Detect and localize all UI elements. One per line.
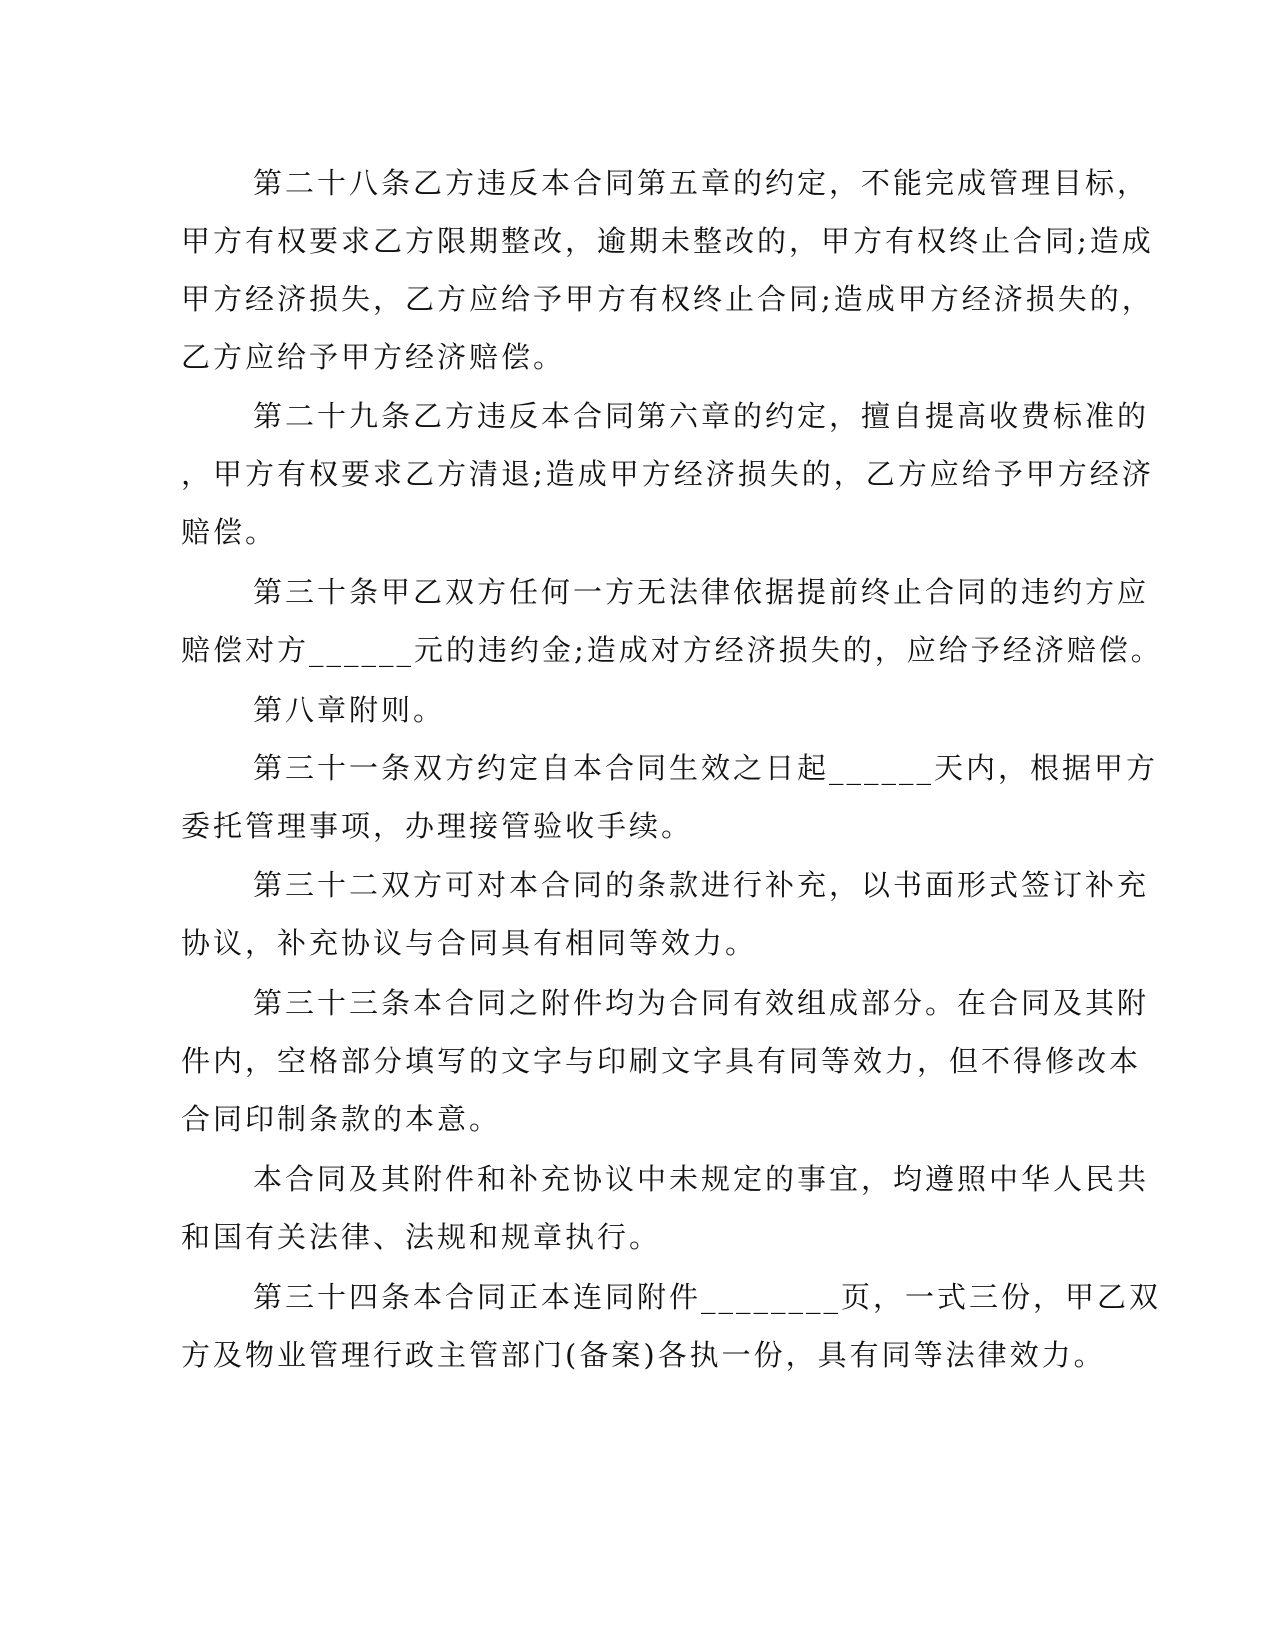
text-line: 件内，空格部分填写的文字与印刷文字具有同等效力，但不得修改本 xyxy=(181,1044,1142,1078)
text-line: 赔偿对方______元的违约金;造成对方经济损失的，应给予经济赔偿。 xyxy=(181,633,1163,667)
text-line: 第二十九条乙方违反本合同第六章的约定，擅自提高收费标准的 xyxy=(253,399,1150,433)
chapter-heading: 第八章附则。 xyxy=(253,693,446,727)
text-line: 委托管理事项，办理接管验收手续。 xyxy=(181,809,694,843)
text-line: 第二十八条乙方违反本合同第五章的约定，不能完成管理目标， xyxy=(253,166,1150,200)
text-line: 乙方应给予甲方经济赔偿。 xyxy=(181,340,566,374)
text-line: 和国有关法律、法规和规章执行。 xyxy=(181,1220,662,1254)
text-line: 第三十条甲乙双方任何一方无法律依据提前终止合同的违约方应 xyxy=(253,575,1150,609)
text-line: 第三十二双方可对本合同的条款进行补充，以书面形式签订补充 xyxy=(253,868,1150,902)
text-line: 第三十一条双方约定自本合同生效之日起______天内，根据甲方 xyxy=(253,751,1159,785)
text-line: 第三十三条本合同之附件均为合同有效组成部分。在合同及其附 xyxy=(253,986,1150,1020)
text-line: 甲方经济损失，乙方应给予甲方有权终止合同;造成甲方经济损失的， xyxy=(181,282,1154,316)
text-line: 本合同及其附件和补充协议中未规定的事宜，均遵照中华人民共 xyxy=(253,1162,1150,1196)
text-line: ，甲方有权要求乙方清退;造成甲方经济损失的，乙方应给予甲方经济 xyxy=(181,457,1154,491)
text-line: 合同印制条款的本意。 xyxy=(181,1102,502,1136)
text-line: 协议，补充协议与合同具有相同等效力。 xyxy=(181,926,758,960)
text-line: 第三十四条本合同正本连同附件________页，一式三份，甲乙双 xyxy=(253,1280,1162,1314)
text-line: 赔偿。 xyxy=(181,515,278,549)
text-line: 方及物业管理行政主管部门(备案)各执一份，具有同等法律效力。 xyxy=(181,1338,1106,1372)
text-line: 甲方有权要求乙方限期整改，逾期未整改的，甲方有权终止合同;造成 xyxy=(181,224,1154,258)
